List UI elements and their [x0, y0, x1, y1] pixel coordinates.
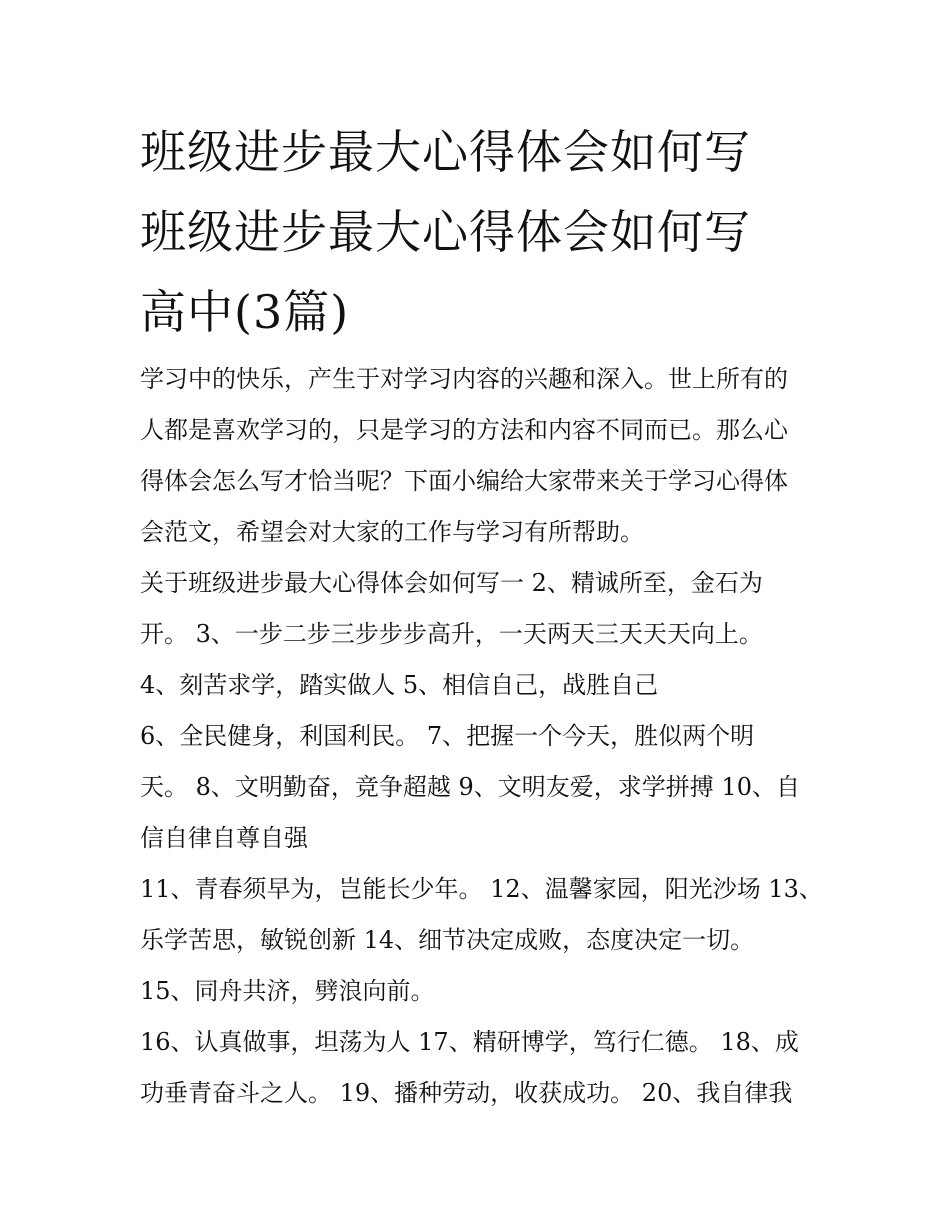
body-line: 学习中的快乐，产生于对学习内容的兴趣和深入。世上所有的: [140, 365, 788, 393]
body-line: 得体会怎么写才恰当呢？下面小编给大家带来关于学习心得体: [140, 467, 788, 495]
body-line: 信自律自尊自强: [140, 824, 308, 852]
body-line: 人都是喜欢学习的，只是学习的方法和内容不同而已。那么心: [140, 416, 788, 444]
document-title: [140, 112, 820, 352]
body-line: 天。 8、文明勤奋，竞争超越 9、文明友爱，求学拼搏 10、自: [140, 773, 800, 801]
body-line: 乐学苦思，敏锐创新 14、细节决定成败，态度决定一切。: [140, 926, 755, 954]
body-line: 16、认真做事，坦荡为人 17、精研博学，笃行仁德。 18、成: [140, 1028, 799, 1056]
body-line: 会范文，希望会对大家的工作与学习有所帮助。: [140, 518, 644, 546]
document-body: [140, 354, 823, 1119]
title-line: 班级进步最大心得体会如何写: [140, 125, 751, 179]
body-line: 4、刻苦求学，踏实做人 5、相信自己，战胜自己: [140, 671, 659, 699]
body-line: 功垂青奋斗之人。 19、播种劳动，收获成功。 20、我自律我: [140, 1079, 793, 1107]
title-line: 高中(3篇): [140, 285, 350, 339]
body-line: 11、青春须早为，岂能长少年。 12、温馨家园，阳光沙场 13、: [140, 875, 823, 903]
title-line: 班级进步最大心得体会如何写: [140, 205, 751, 259]
body-line: 6、全民健身，利国利民。 7、把握一个今天，胜似两个明: [140, 722, 755, 750]
body-line: 开。 3、一步二步三步步步高升，一天两天三天天天向上。: [140, 620, 763, 648]
body-line: 15、同舟共济，劈浪向前。: [140, 977, 435, 1005]
body-line: 关于班级进步最大心得体会如何写一 2、精诚所至，金石为: [140, 569, 763, 597]
